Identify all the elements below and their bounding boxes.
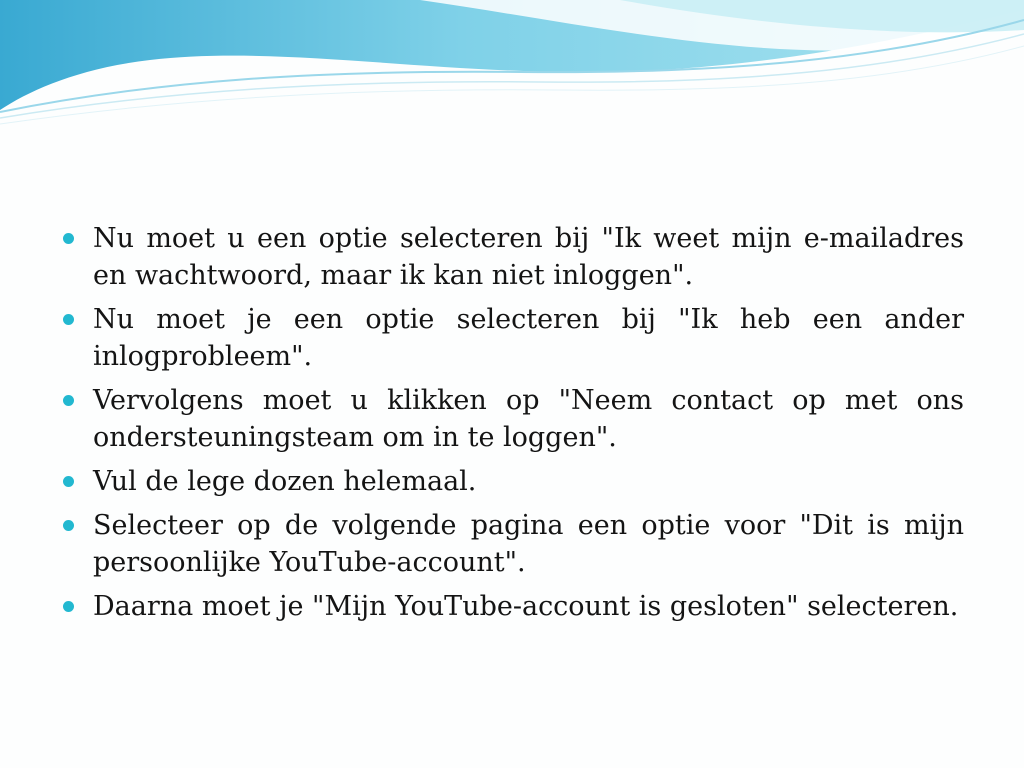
bullet-item-4 [62, 463, 964, 500]
bullet-dot-icon [63, 476, 74, 487]
bullet-text: Vervolgens moet u klikken op "Neem contact op met ons ondersteuningsteam om in te loggen". [93, 385, 964, 453]
bullet-dot-icon [63, 395, 74, 406]
bullet-content [62, 220, 964, 632]
bullet-text: Daarna moet je "Mijn YouTube-account is gesloten" selecteren. [93, 591, 959, 622]
bullet-dot-icon [63, 601, 74, 612]
bullet-item-5 [62, 507, 964, 581]
bullet-item-3 [62, 382, 964, 456]
bullet-text: Vul de lege dozen helemaal. [93, 466, 477, 497]
bullet-item-6 [62, 588, 964, 625]
bullet-dot-icon [63, 314, 74, 325]
bullet-dot-icon [63, 233, 74, 244]
bullet-text: Selecteer op de volgende pagina een optie voor "Dit is mijn persoonlijke YouTube-account". [93, 510, 964, 578]
bullet-dot-icon [63, 520, 74, 531]
bullet-text: Nu moet je een optie selecteren bij "Ik heb een ander inlogprobleem". [93, 304, 964, 372]
bullet-item-2 [62, 301, 964, 375]
header-wave-decoration [0, 0, 1024, 130]
bullet-list [62, 220, 964, 625]
bullet-text: Nu moet u een optie selecteren bij "Ik weet mijn e-mailadres en wachtwoord, maar ik kan niet inloggen". [93, 223, 964, 291]
bullet-item-1 [62, 220, 964, 294]
